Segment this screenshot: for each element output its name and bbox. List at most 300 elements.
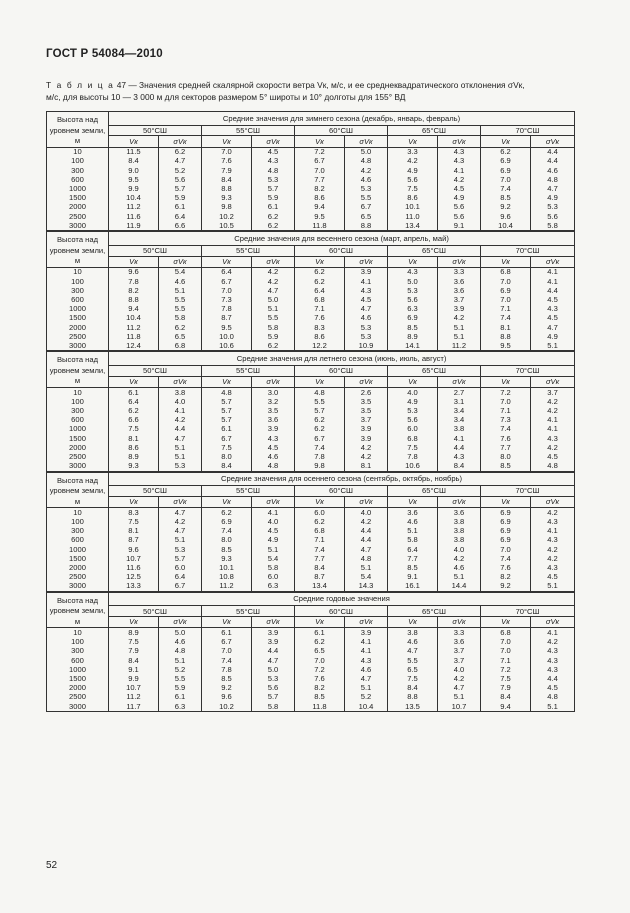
std-deviation-value: 5.8 xyxy=(252,702,295,712)
table-row xyxy=(47,434,575,443)
mean-speed-symbol: Vк xyxy=(109,136,159,147)
mean-speed-value: 7.1 xyxy=(295,304,345,313)
std-deviation-value: 5.8 xyxy=(252,323,295,332)
std-deviation-value: 5.9 xyxy=(252,193,295,202)
std-deviation-value: 4.0 xyxy=(252,517,295,526)
std-deviation-value: 5.6 xyxy=(159,175,202,184)
mean-speed-value: 7.8 xyxy=(295,452,345,461)
std-deviation-value: 3.8 xyxy=(159,387,202,397)
std-deviation-symbol: σVк xyxy=(252,496,295,507)
std-deviation-value: 5.5 xyxy=(159,304,202,313)
std-deviation-symbol: σVк xyxy=(531,376,575,387)
std-deviation-symbol: σVк xyxy=(438,617,481,628)
mean-speed-value: 13.4 xyxy=(295,582,345,592)
mean-speed-value: 7.6 xyxy=(295,314,345,323)
mean-speed-value: 6.8 xyxy=(388,434,438,443)
latitude-header: 70°СШ xyxy=(481,245,575,256)
std-deviation-value: 5.1 xyxy=(252,304,295,313)
mean-speed-value: 4.6 xyxy=(388,517,438,526)
season-block xyxy=(46,231,575,351)
mean-speed-value: 7.8 xyxy=(202,304,252,313)
std-deviation-value: 4.3 xyxy=(252,157,295,166)
std-deviation-symbol: σVк xyxy=(438,136,481,147)
height-value: 3000 xyxy=(47,461,109,471)
mean-speed-value: 8.4 xyxy=(202,175,252,184)
mean-speed-value: 7.6 xyxy=(481,563,531,572)
std-deviation-symbol: σVк xyxy=(345,496,388,507)
mean-speed-value: 6.9 xyxy=(388,314,438,323)
std-deviation-value: 4.7 xyxy=(159,434,202,443)
mean-speed-value: 6.7 xyxy=(202,637,252,646)
std-deviation-value: 3.3 xyxy=(438,267,481,277)
mean-speed-value: 7.0 xyxy=(481,277,531,286)
mean-speed-value: 7.0 xyxy=(202,647,252,656)
table-row xyxy=(47,286,575,295)
std-deviation-value: 4.4 xyxy=(159,425,202,434)
mean-speed-value: 10.1 xyxy=(388,203,438,212)
std-deviation-value: 4.2 xyxy=(345,166,388,175)
mean-speed-value: 8.8 xyxy=(109,295,159,304)
std-deviation-value: 5.3 xyxy=(252,674,295,683)
std-deviation-value: 5.8 xyxy=(159,314,202,323)
mean-speed-value: 10.8 xyxy=(202,572,252,581)
mean-speed-value: 7.5 xyxy=(388,443,438,452)
std-deviation-value: 4.3 xyxy=(345,656,388,665)
mean-speed-symbol: Vк xyxy=(481,256,531,267)
mean-speed-value: 8.3 xyxy=(109,508,159,518)
mean-speed-value: 6.2 xyxy=(202,508,252,518)
std-deviation-value: 5.1 xyxy=(438,323,481,332)
std-deviation-value: 4.2 xyxy=(438,175,481,184)
mean-speed-value: 10.4 xyxy=(109,193,159,202)
wind-speed-table xyxy=(46,111,574,712)
std-deviation-value: 3.7 xyxy=(345,415,388,424)
height-value: 300 xyxy=(47,526,109,535)
mean-speed-value: 7.6 xyxy=(481,434,531,443)
mean-speed-value: 6.6 xyxy=(109,415,159,424)
mean-speed-value: 7.4 xyxy=(202,526,252,535)
std-deviation-value: 2.7 xyxy=(438,387,481,397)
std-deviation-value: 4.8 xyxy=(252,461,295,471)
std-deviation-value: 4.3 xyxy=(438,452,481,461)
mean-speed-value: 11.8 xyxy=(109,332,159,341)
std-deviation-value: 5.1 xyxy=(159,656,202,665)
std-deviation-symbol: σVк xyxy=(159,136,202,147)
std-deviation-value: 4.1 xyxy=(252,508,295,518)
mean-speed-value: 7.0 xyxy=(202,286,252,295)
std-deviation-value: 4.7 xyxy=(531,184,575,193)
std-deviation-value: 4.5 xyxy=(438,184,481,193)
mean-speed-value: 7.0 xyxy=(481,647,531,656)
mean-speed-value: 7.5 xyxy=(202,443,252,452)
mean-speed-symbol: Vк xyxy=(202,496,252,507)
std-deviation-value: 3.6 xyxy=(438,508,481,518)
caption-table-number: 47 xyxy=(116,80,127,90)
mean-speed-value: 4.9 xyxy=(388,397,438,406)
std-deviation-value: 5.3 xyxy=(252,175,295,184)
mean-speed-value: 9.4 xyxy=(109,304,159,313)
mean-speed-value: 6.5 xyxy=(388,665,438,674)
table-row xyxy=(47,665,575,674)
mean-speed-value: 7.5 xyxy=(109,517,159,526)
std-deviation-value: 4.6 xyxy=(531,166,575,175)
std-deviation-value: 3.4 xyxy=(438,406,481,415)
std-deviation-value: 5.6 xyxy=(531,212,575,221)
mean-speed-value: 9.3 xyxy=(202,554,252,563)
mean-speed-value: 9.4 xyxy=(481,702,531,712)
std-deviation-value: 4.7 xyxy=(345,674,388,683)
height-column-header: Высота над уровнем земли, м xyxy=(47,232,109,268)
mean-speed-value: 8.4 xyxy=(109,656,159,665)
std-deviation-value: 4.3 xyxy=(531,304,575,313)
std-deviation-value: 4.1 xyxy=(531,415,575,424)
std-deviation-value: 4.4 xyxy=(531,147,575,157)
latitude-header: 60°СШ xyxy=(295,245,388,256)
std-deviation-value: 4.1 xyxy=(345,637,388,646)
std-deviation-value: 5.2 xyxy=(159,665,202,674)
std-deviation-value: 3.6 xyxy=(252,415,295,424)
mean-speed-value: 12.2 xyxy=(295,341,345,351)
mean-speed-value: 4.9 xyxy=(388,166,438,175)
mean-speed-value: 8.5 xyxy=(481,193,531,202)
std-deviation-value: 4.7 xyxy=(159,157,202,166)
std-deviation-value: 4.5 xyxy=(531,314,575,323)
mean-speed-symbol: Vк xyxy=(388,496,438,507)
mean-speed-symbol: Vк xyxy=(295,136,345,147)
mean-speed-value: 6.8 xyxy=(481,628,531,638)
mean-speed-value: 8.5 xyxy=(202,545,252,554)
mean-speed-value: 8.7 xyxy=(202,314,252,323)
table-row xyxy=(47,147,575,157)
std-deviation-symbol: σVк xyxy=(252,376,295,387)
height-value: 2500 xyxy=(47,572,109,581)
mean-speed-value: 6.9 xyxy=(481,166,531,175)
mean-speed-value: 10.7 xyxy=(109,683,159,692)
std-deviation-value: 4.5 xyxy=(531,452,575,461)
mean-speed-value: 7.8 xyxy=(202,665,252,674)
height-value: 300 xyxy=(47,647,109,656)
std-deviation-value: 6.5 xyxy=(159,332,202,341)
mean-speed-value: 4.8 xyxy=(202,387,252,397)
table-caption xyxy=(46,79,594,103)
height-value: 100 xyxy=(47,637,109,646)
mean-speed-value: 8.4 xyxy=(295,563,345,572)
mean-speed-value: 4.6 xyxy=(388,637,438,646)
std-deviation-value: 4.8 xyxy=(531,693,575,702)
mean-speed-value: 13.4 xyxy=(388,221,438,231)
mean-speed-value: 6.7 xyxy=(295,434,345,443)
std-deviation-value: 5.1 xyxy=(252,545,295,554)
std-deviation-value: 5.9 xyxy=(159,193,202,202)
season-block xyxy=(46,592,575,712)
std-deviation-value: 3.9 xyxy=(345,434,388,443)
std-deviation-value: 8.1 xyxy=(345,461,388,471)
mean-speed-value: 5.6 xyxy=(388,295,438,304)
mean-speed-value: 6.5 xyxy=(295,647,345,656)
mean-speed-symbol: Vк xyxy=(481,496,531,507)
mean-speed-value: 6.8 xyxy=(295,526,345,535)
mean-speed-symbol: Vк xyxy=(295,256,345,267)
mean-speed-value: 6.9 xyxy=(481,517,531,526)
std-deviation-value: 3.9 xyxy=(252,637,295,646)
mean-speed-value: 7.0 xyxy=(481,295,531,304)
std-deviation-value: 3.7 xyxy=(438,295,481,304)
std-deviation-value: 4.3 xyxy=(438,147,481,157)
std-deviation-symbol: σVк xyxy=(252,617,295,628)
latitude-header: 50°СШ xyxy=(109,245,202,256)
mean-speed-value: 5.7 xyxy=(295,406,345,415)
mean-speed-value: 5.7 xyxy=(202,397,252,406)
mean-speed-value: 9.1 xyxy=(109,665,159,674)
mean-speed-symbol: Vк xyxy=(388,256,438,267)
std-deviation-value: 4.6 xyxy=(345,175,388,184)
std-deviation-value: 6.7 xyxy=(159,582,202,592)
mean-speed-value: 12.5 xyxy=(109,572,159,581)
mean-speed-value: 8.5 xyxy=(202,674,252,683)
std-deviation-symbol: σVк xyxy=(159,256,202,267)
mean-speed-value: 6.1 xyxy=(295,628,345,638)
mean-speed-value: 10.0 xyxy=(202,332,252,341)
std-deviation-value: 5.1 xyxy=(438,693,481,702)
mean-speed-symbol: Vк xyxy=(202,256,252,267)
height-column-header: Высота над уровнем земли, м xyxy=(47,352,109,388)
mean-speed-value: 7.5 xyxy=(109,637,159,646)
std-deviation-value: 4.4 xyxy=(252,647,295,656)
mean-speed-value: 8.9 xyxy=(109,452,159,461)
mean-speed-value: 4.7 xyxy=(388,647,438,656)
std-deviation-value: 5.1 xyxy=(345,683,388,692)
mean-speed-value: 7.8 xyxy=(109,277,159,286)
table-row xyxy=(47,425,575,434)
height-value: 2000 xyxy=(47,203,109,212)
mean-speed-symbol: Vк xyxy=(202,617,252,628)
table-row xyxy=(47,702,575,712)
std-deviation-value: 10.7 xyxy=(438,702,481,712)
std-deviation-value: 6.4 xyxy=(159,212,202,221)
height-value: 600 xyxy=(47,656,109,665)
table-row xyxy=(47,166,575,175)
mean-speed-symbol: Vк xyxy=(109,256,159,267)
mean-speed-value: 7.0 xyxy=(295,166,345,175)
mean-speed-value: 8.6 xyxy=(109,443,159,452)
std-deviation-symbol: σVк xyxy=(159,376,202,387)
height-value: 1500 xyxy=(47,674,109,683)
mean-speed-value: 5.8 xyxy=(388,536,438,545)
std-deviation-value: 4.4 xyxy=(531,674,575,683)
std-deviation-value: 4.7 xyxy=(159,508,202,518)
mean-speed-value: 7.5 xyxy=(388,674,438,683)
mean-speed-value: 9.6 xyxy=(109,545,159,554)
std-deviation-value: 3.9 xyxy=(345,628,388,638)
std-deviation-value: 5.1 xyxy=(159,286,202,295)
std-deviation-value: 4.5 xyxy=(531,295,575,304)
height-value: 3000 xyxy=(47,221,109,231)
mean-speed-value: 6.2 xyxy=(295,415,345,424)
mean-speed-value: 8.9 xyxy=(388,332,438,341)
mean-speed-value: 9.3 xyxy=(109,461,159,471)
std-deviation-value: 4.0 xyxy=(345,508,388,518)
mean-speed-value: 7.9 xyxy=(481,683,531,692)
mean-speed-symbol: Vк xyxy=(109,617,159,628)
mean-speed-symbol: Vк xyxy=(388,376,438,387)
mean-speed-value: 8.8 xyxy=(481,332,531,341)
mean-speed-value: 9.9 xyxy=(109,184,159,193)
table-row xyxy=(47,443,575,452)
std-deviation-value: 4.9 xyxy=(438,193,481,202)
height-value: 2500 xyxy=(47,332,109,341)
std-deviation-value: 6.7 xyxy=(345,203,388,212)
mean-speed-value: 6.0 xyxy=(295,508,345,518)
mean-speed-value: 3.3 xyxy=(388,147,438,157)
std-deviation-value: 4.7 xyxy=(345,545,388,554)
mean-speed-value: 6.2 xyxy=(295,517,345,526)
season-block xyxy=(46,351,575,471)
mean-speed-symbol: Vк xyxy=(202,136,252,147)
std-deviation-value: 6.0 xyxy=(252,572,295,581)
mean-speed-value: 7.0 xyxy=(481,545,531,554)
mean-speed-value: 11.2 xyxy=(202,582,252,592)
std-deviation-value: 3.6 xyxy=(438,277,481,286)
height-value: 100 xyxy=(47,157,109,166)
std-deviation-value: 5.7 xyxy=(159,554,202,563)
std-deviation-value: 4.5 xyxy=(531,572,575,581)
height-value: 1500 xyxy=(47,554,109,563)
mean-speed-value: 5.6 xyxy=(388,175,438,184)
mean-speed-value: 7.7 xyxy=(295,175,345,184)
std-deviation-value: 3.0 xyxy=(252,387,295,397)
mean-speed-value: 8.1 xyxy=(109,434,159,443)
latitude-header: 60°СШ xyxy=(295,125,388,136)
mean-speed-value: 8.7 xyxy=(109,536,159,545)
mean-speed-value: 10.1 xyxy=(202,563,252,572)
latitude-header: 60°СШ xyxy=(295,606,388,617)
latitude-header: 60°СШ xyxy=(295,486,388,497)
mean-speed-value: 5.5 xyxy=(388,656,438,665)
std-deviation-value: 4.1 xyxy=(531,526,575,535)
mean-speed-value: 8.2 xyxy=(295,184,345,193)
table-row xyxy=(47,683,575,692)
std-deviation-value: 5.1 xyxy=(531,341,575,351)
std-deviation-value: 5.0 xyxy=(159,628,202,638)
table-row xyxy=(47,572,575,581)
mean-speed-value: 5.7 xyxy=(202,406,252,415)
table-row xyxy=(47,554,575,563)
std-deviation-value: 5.4 xyxy=(159,267,202,277)
mean-speed-value: 6.3 xyxy=(388,304,438,313)
mean-speed-value: 11.2 xyxy=(109,323,159,332)
std-deviation-value: 4.7 xyxy=(531,323,575,332)
height-value: 1500 xyxy=(47,434,109,443)
mean-speed-value: 9.4 xyxy=(295,203,345,212)
std-deviation-value: 4.7 xyxy=(438,683,481,692)
std-deviation-value: 3.5 xyxy=(252,406,295,415)
mean-speed-value: 3.6 xyxy=(388,508,438,518)
std-deviation-value: 5.8 xyxy=(531,221,575,231)
mean-speed-value: 7.4 xyxy=(295,545,345,554)
mean-speed-value: 6.4 xyxy=(109,397,159,406)
std-deviation-value: 4.8 xyxy=(345,554,388,563)
table-row xyxy=(47,184,575,193)
std-deviation-value: 4.3 xyxy=(438,157,481,166)
height-column-header: Высота над уровнем земли, м xyxy=(47,472,109,508)
mean-speed-value: 9.8 xyxy=(295,461,345,471)
std-deviation-value: 3.6 xyxy=(438,637,481,646)
mean-speed-value: 5.3 xyxy=(388,406,438,415)
std-deviation-value: 4.2 xyxy=(345,443,388,452)
std-deviation-value: 6.2 xyxy=(252,221,295,231)
mean-speed-value: 10.5 xyxy=(202,221,252,231)
mean-speed-value: 10.4 xyxy=(109,314,159,323)
table-row xyxy=(47,508,575,518)
mean-speed-value: 8.0 xyxy=(202,452,252,461)
std-deviation-value: 6.0 xyxy=(159,563,202,572)
std-deviation-value: 4.1 xyxy=(438,166,481,175)
std-deviation-value: 4.2 xyxy=(531,545,575,554)
mean-speed-value: 9.1 xyxy=(388,572,438,581)
latitude-header: 65°СШ xyxy=(388,606,481,617)
mean-speed-value: 11.6 xyxy=(109,212,159,221)
height-value: 600 xyxy=(47,536,109,545)
latitude-header: 50°СШ xyxy=(109,606,202,617)
mean-speed-value: 7.9 xyxy=(202,166,252,175)
std-deviation-value: 3.8 xyxy=(438,536,481,545)
std-deviation-value: 3.6 xyxy=(438,286,481,295)
mean-speed-symbol: Vк xyxy=(295,496,345,507)
latitude-header: 50°СШ xyxy=(109,125,202,136)
height-value: 100 xyxy=(47,277,109,286)
mean-speed-value: 9.5 xyxy=(295,212,345,221)
season-block xyxy=(46,111,575,231)
table-row xyxy=(47,406,575,415)
table-row xyxy=(47,674,575,683)
std-deviation-value: 4.5 xyxy=(252,147,295,157)
std-deviation-value: 5.3 xyxy=(345,323,388,332)
mean-speed-symbol: Vк xyxy=(202,376,252,387)
mean-speed-value: 6.2 xyxy=(295,277,345,286)
std-deviation-value: 4.3 xyxy=(531,656,575,665)
mean-speed-value: 10.6 xyxy=(202,341,252,351)
std-deviation-symbol: σVк xyxy=(531,496,575,507)
mean-speed-symbol: Vк xyxy=(295,617,345,628)
mean-speed-value: 9.5 xyxy=(481,341,531,351)
mean-speed-value: 6.2 xyxy=(295,267,345,277)
height-value: 600 xyxy=(47,295,109,304)
mean-speed-value: 9.6 xyxy=(109,267,159,277)
std-deviation-value: 4.7 xyxy=(252,286,295,295)
mean-speed-value: 7.5 xyxy=(109,425,159,434)
std-deviation-value: 5.3 xyxy=(159,461,202,471)
latitude-header: 55°СШ xyxy=(202,125,295,136)
std-deviation-value: 5.1 xyxy=(438,572,481,581)
std-deviation-value: 5.1 xyxy=(345,563,388,572)
std-deviation-symbol: σVк xyxy=(438,376,481,387)
mean-speed-value: 8.6 xyxy=(388,193,438,202)
std-deviation-value: 4.3 xyxy=(531,434,575,443)
std-deviation-symbol: σVк xyxy=(531,136,575,147)
mean-speed-value: 8.2 xyxy=(295,683,345,692)
height-value: 600 xyxy=(47,175,109,184)
height-value: 300 xyxy=(47,286,109,295)
std-deviation-value: 4.5 xyxy=(252,526,295,535)
std-deviation-value: 4.4 xyxy=(438,443,481,452)
std-deviation-symbol: σVк xyxy=(345,376,388,387)
std-deviation-value: 6.5 xyxy=(345,212,388,221)
table-row xyxy=(47,323,575,332)
std-deviation-symbol: σVк xyxy=(345,617,388,628)
table-row xyxy=(47,332,575,341)
latitude-header: 70°СШ xyxy=(481,125,575,136)
std-deviation-value: 3.9 xyxy=(252,628,295,638)
